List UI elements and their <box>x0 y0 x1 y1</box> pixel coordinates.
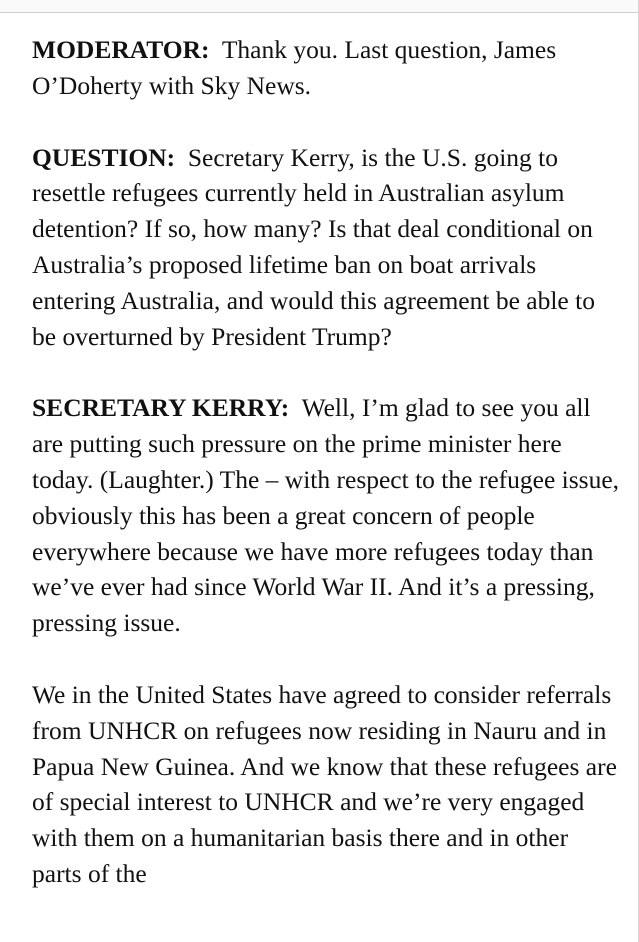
speaker-label: QUESTION: <box>32 142 176 172</box>
transcript-paragraph-continued <box>32 677 622 892</box>
paragraph-text: Secretary Kerry, is the U.S. going to resettle refugees currently held in Australian asylum detention? If so, how many? Is that deal conditional on Australia’s proposed lifetime ban on boat arrivals entering Australia, and would this agreement be able to be overturned by President Trump? <box>32 142 595 351</box>
speaker-label: MODERATOR: <box>32 35 210 64</box>
transcript-paragraph-kerry <box>32 390 622 641</box>
paragraph-text: Well, I’m glad to see you all are putting such pressure on the prime minister here today. (Laughter.) The – with respect to the refugee issue, obviously this has been a great concern of people everywhere because we have more refugees today than we’ve ever had since World War II. And it’s a pressing, pressing issue. <box>32 393 620 638</box>
paragraph-text: Thank you. Last question, James O’Doherty with Sky News. <box>32 35 557 100</box>
speaker-label: SECRETARY KERRY: <box>32 393 290 423</box>
page-top-edge <box>0 0 639 13</box>
transcript-body <box>32 32 622 928</box>
transcript-paragraph-question <box>32 140 622 355</box>
transcript-paragraph-moderator <box>32 32 622 104</box>
paragraph-text: We in the United States have agreed to consider referrals from UNHCR on refugees now residing in Nauru and in Papua New Guinea. And we know that these refugees are of special interest to UNHCR and we’re very engaged with them on a humanitarian basis there and in other parts of the <box>32 679 617 888</box>
